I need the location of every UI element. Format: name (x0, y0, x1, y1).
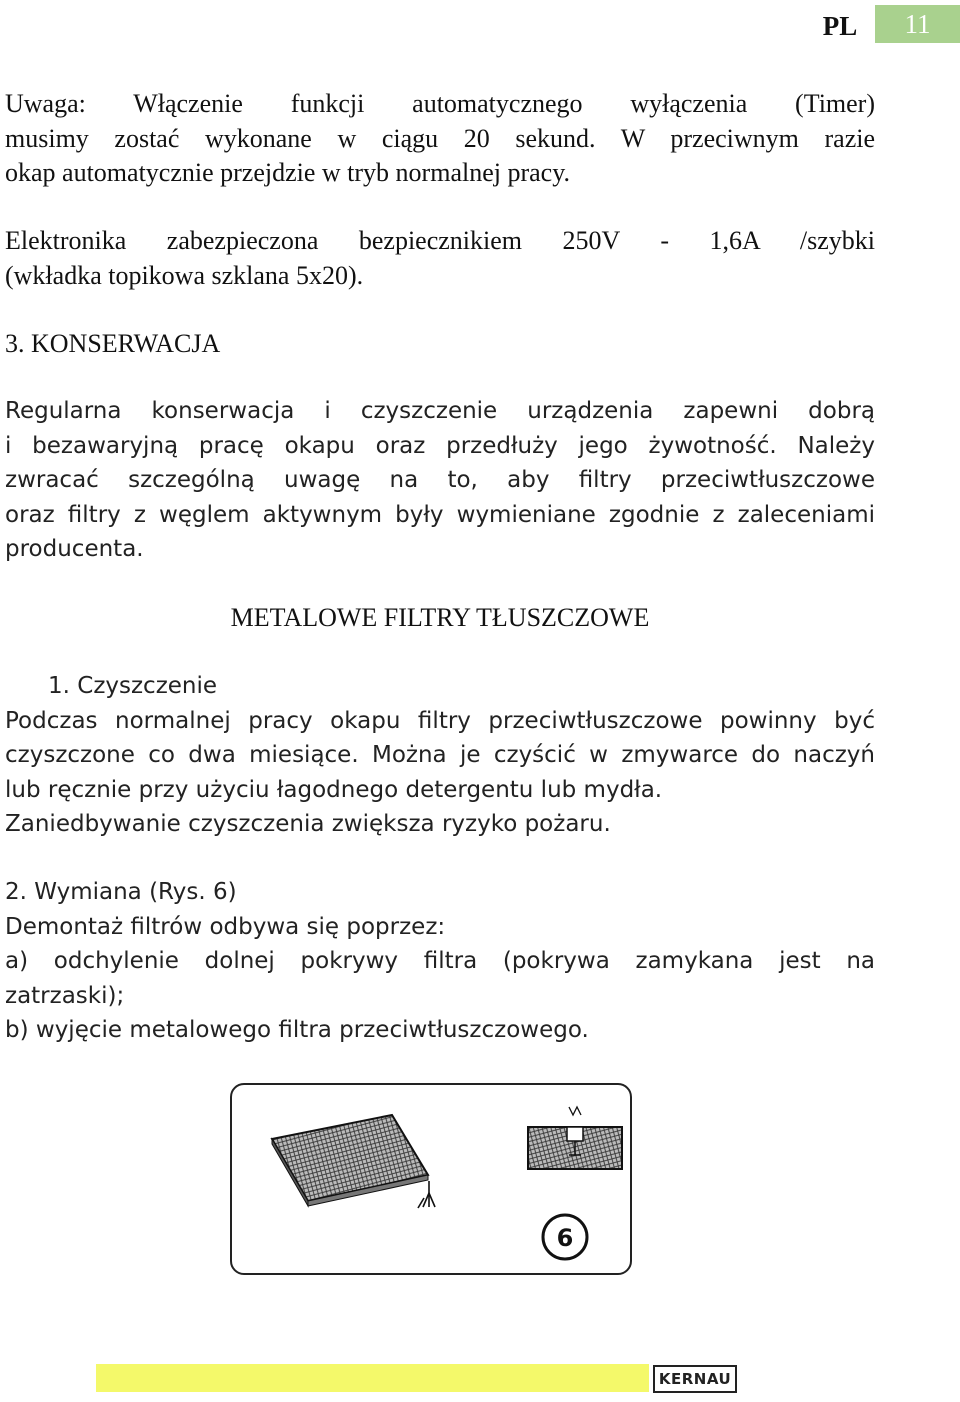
page-number: 11 (875, 5, 960, 43)
replacement-step-a: a) odchylenie dolnej pokrywy filtra (pokrywa zamykana jest na (5, 948, 875, 974)
replacement-heading: 2. Wymiana (Rys. 6) (5, 879, 237, 905)
filter-illustration (232, 1085, 630, 1273)
paragraph-line: i bezawaryjną pracę okapu oraz przedłuży jego żywotność. Należy (5, 432, 875, 459)
filter-removal-figure (230, 1083, 632, 1275)
fuse-note (5, 224, 875, 293)
timer-note (5, 87, 875, 191)
hood-frame-icon (528, 1107, 622, 1169)
paragraph-line: Regularna konserwacja i czyszczenie urządzenia zapewni dobrą (5, 398, 875, 424)
fuse-line: Elektronika zabezpieczona bezpiecznikiem 250V - 1,6A /szybki (5, 226, 875, 255)
cleaning-line: czyszczone co dwa miesiące. Można je czyścić w zmywarce do naczyń (5, 742, 875, 768)
figure-number: 6 (556, 1224, 574, 1252)
cleaning-line: Podczas normalnej pracy okapu filtry przeciwtłuszczowe powinny być (5, 707, 875, 734)
cleaning-heading: 1. Czyszczenie (48, 673, 218, 699)
paragraph-line: zwracać szczególną uwagę na to, aby filtry przeciwtłuszczowe (5, 467, 875, 493)
cleaning-line: lub ręcznie przy użyciu łagodnego detergentu lub mydła. (5, 776, 663, 803)
note-line: musimy zostać wykonane w ciągu 20 sekund. W przeciwnym razie (5, 123, 875, 153)
cleaning-line: Zaniedbywanie czyszczenia zwiększa ryzyko pożaru. (5, 811, 611, 837)
fuse-line: (wkładka topikowa szklana 5x20). (5, 260, 364, 290)
replacement-step-b: b) wyjęcie metalowego filtra przeciwtłuszczowego. (5, 1017, 589, 1043)
filters-subtitle: METALOWE FILTRY TŁUSZCZOWE (230, 603, 650, 632)
replacement-step-a-cont: zatrzaski); (5, 982, 125, 1009)
note-line: Uwaga: Włączenie funkcji automatycznego wyłączenia (Timer) (5, 89, 875, 118)
filter-panel-icon (272, 1115, 428, 1206)
brand-logo: KERNAU (653, 1365, 737, 1393)
maintenance-paragraph (5, 394, 875, 567)
footer-bar (96, 1364, 649, 1392)
language-label: PL (822, 11, 858, 41)
arrow-marker-icon (418, 1181, 435, 1208)
paragraph-line: producenta. (5, 536, 144, 562)
paragraph-line: oraz filtry z węglem aktywnym były wymieniane zgodnie z zaleceniami (5, 501, 875, 528)
note-line: okap automatycznie przejdzie w tryb normalnej pracy. (5, 158, 571, 187)
replacement-section (5, 875, 875, 1048)
cleaning-section (5, 669, 875, 842)
figure-number-badge (543, 1215, 587, 1259)
replacement-intro: Demontaż filtrów odbywa się poprzez: (5, 913, 446, 940)
section-heading: 3. KONSERWACJA (5, 329, 221, 358)
